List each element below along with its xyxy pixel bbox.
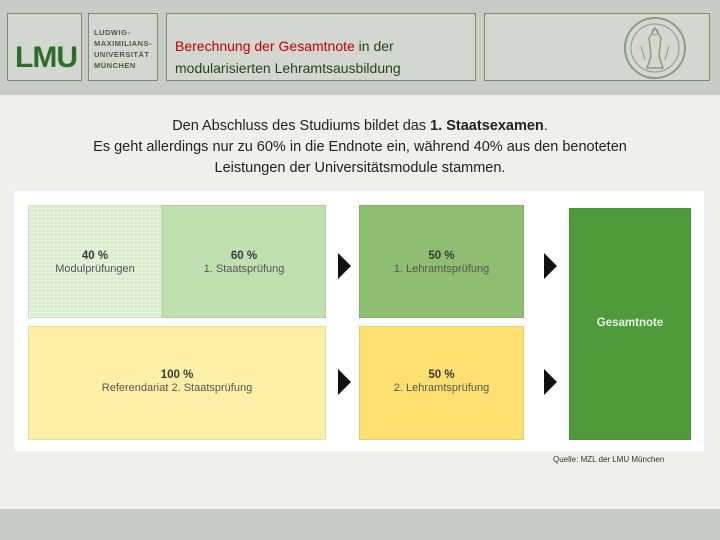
- intro-line-3: Leistungen der Universitätsmodule stammen.: [214, 160, 506, 176]
- slide-title-rest: in der: [354, 38, 394, 54]
- slide-title-line-2: modularisierten Lehramtsausbildung: [175, 60, 401, 76]
- cell-text: [360, 250, 523, 276]
- header-band: [0, 0, 720, 95]
- arrow-right-icon: [544, 369, 557, 395]
- cell-label-right: 2. Staatsprüfung: [171, 382, 253, 394]
- percent-label: 50 %: [428, 250, 455, 262]
- cell-label-left: Referendariat: [101, 382, 169, 394]
- university-name-line: MÜNCHEN: [94, 61, 136, 70]
- university-seal-icon: [623, 16, 687, 80]
- cell-text: [163, 250, 325, 276]
- intro-line-1-post: .: [543, 118, 548, 134]
- seal-box: [484, 13, 710, 81]
- cell-staatspruefung-1: [162, 205, 326, 318]
- cell-gesamtnote: [569, 208, 691, 440]
- result-label: Gesamtnote: [596, 317, 664, 329]
- cell-lehramtspruefung-1: [359, 205, 524, 318]
- arrow-right-icon: [338, 253, 351, 279]
- cell-label: [29, 382, 325, 395]
- intro-line-1-bold: 1. Staatsexamen: [430, 118, 544, 134]
- intro-line-1-pre: Den Abschluss des Studiums bildet das: [172, 118, 431, 134]
- cell-label: Modulprüfungen: [55, 263, 135, 275]
- cell-referendariat: [28, 326, 326, 440]
- lmu-logo[interactable]: [7, 13, 82, 81]
- grade-diagram: [14, 191, 704, 451]
- university-name-line: UNIVERSITÄT: [94, 50, 150, 59]
- slide-title-line-1: [175, 36, 394, 56]
- university-name-box: [88, 13, 158, 81]
- arrow-right-icon: [338, 369, 351, 395]
- slide-title-highlight: Berechnung der Gesamtnote: [175, 38, 355, 54]
- intro-line-2: Es geht allerdings nur zu 60% in die Endnote ein, während 40% aus den benoteten: [93, 139, 627, 155]
- cell-label: 1. Lehramtsprüfung: [393, 263, 490, 275]
- cell-modulpruefungen: [28, 205, 162, 318]
- percent-label: 60 %: [230, 250, 258, 262]
- cell-text: [29, 369, 325, 395]
- cell-text: [29, 250, 161, 276]
- cell-label: 1. Staatsprüfung: [203, 263, 285, 275]
- cell-label: 2. Lehramtsprüfung: [393, 382, 490, 394]
- footer-band: [0, 509, 720, 540]
- percent-label: 40 %: [81, 250, 109, 262]
- percent-label: 50 %: [428, 369, 455, 381]
- cell-text: [360, 369, 523, 395]
- intro-line-1: [20, 116, 700, 137]
- cell-lehramtspruefung-2: [359, 326, 524, 440]
- logo-text: LMU: [15, 41, 77, 74]
- percent-label: 100 %: [160, 369, 194, 381]
- slide-title-box: [166, 13, 476, 81]
- arrow-right-icon: [544, 253, 557, 279]
- university-name-line: LUDWIG-: [94, 28, 131, 37]
- university-name-line: MAXIMILIANS-: [94, 39, 153, 48]
- intro-text: [20, 116, 700, 179]
- source-note: Quelle: MZL der LMU München: [553, 455, 665, 464]
